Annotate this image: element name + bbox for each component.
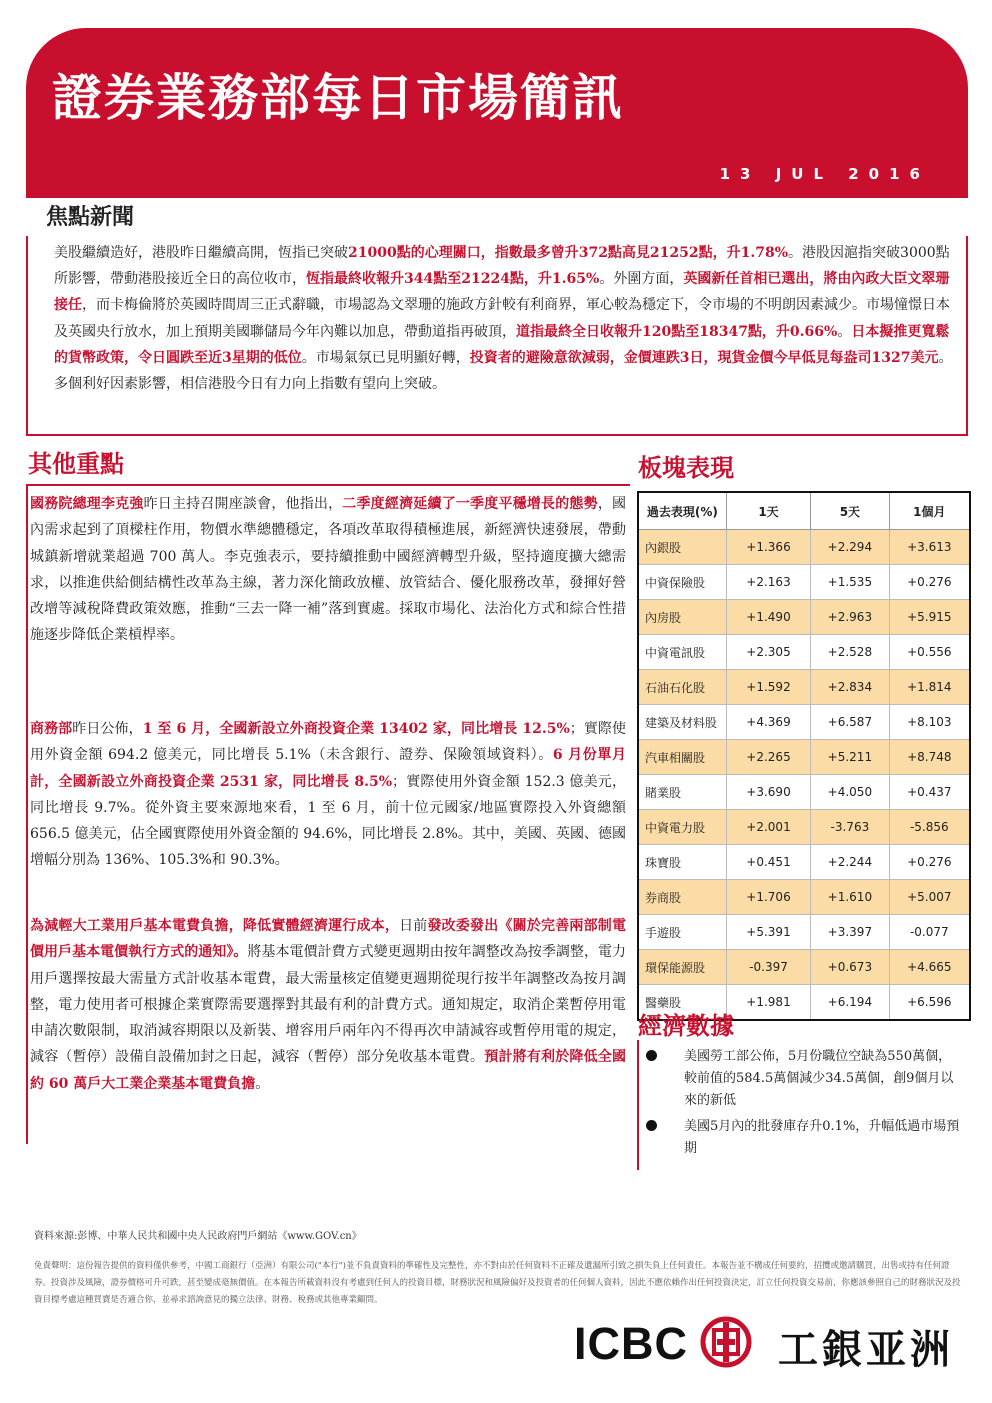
highlight-text: 1 至 6 月，全國新設立外商投資企業 13402 家，同比增長 12.5% [142,721,570,737]
sector-name-cell: 石油石化股 [638,670,726,705]
highlight-text: 投資者的避險意欲減弱，金價連跌3日，現貨金價今早低見每盎司1327美元 [469,349,939,366]
header-1d: 1天 [726,492,810,530]
table-row [638,915,970,950]
body-text: 將基本電價計費方式變更週期由按年調整改為按季調整，電力用戶選擇按最大需量方式計收基本電費，最大需量核定值變更週期從現行按半年調整改為按月調整，電力使用者可根據企業實際需要選擇對其最有利的計費方式。通知規定，取消企業暫停用電申請次數限制，取消減容期限以及新裝、增容用戶兩年內不得再次申請減容或暫停用電的規定，減容（暫停）設備自設備加封之日起，減容（暫停）部分免收基本電費。 [30,944,627,1066]
sector-name-cell: 汽車相關股 [638,740,726,775]
value-1m-cell: -0.077 [889,915,970,950]
others-side-rule [26,484,28,1144]
focus-heading: 焦點新聞 [46,205,135,230]
news-paragraph-premier [30,491,626,649]
icbc-seal-icon [700,1316,752,1368]
value-5d-cell: +4.050 [811,775,889,810]
sector-name-cell: 醫藥股 [638,985,726,1021]
disclaimer: 免責聲明：這份報告提供的資料僅供參考，中國工商銀行（亞洲）有限公司("本行")並不負責資料的準確性及完整性，亦不對由於任何資料不正確及遺漏所引致之損失負上任何責任。本報告並不構成任何要約，招攬或邀請購買，出售或持有任何證券。投資涉及風險，證券價格可升可跌，甚至變成毫無價值。在本報告所載資料沒有考慮到任何人的投資目標，財務狀況和風險偏好及投資者的任何個人資料，因此不應依賴作出任何投資決定，訂立任何投資交易前，你應該參照自己的財務狀況及投資目標考慮這種買賣是否適合你，並尋求諮詢意見的獨立法律、財務、稅務或其他專業顧問。 [34,1261,961,1305]
value-1d-cell: +5.391 [726,915,810,950]
header-1m: 1個月 [889,492,970,530]
value-5d-cell: +2.244 [811,845,889,880]
focus-paragraph [54,240,956,397]
value-1m-cell: +0.276 [889,845,970,880]
others-divider [26,484,630,486]
sector-name-cell: 賭業股 [638,775,726,810]
body-text: 。多個利好因素影響，相信港股今日有力向上指數有望向上突破。 [54,349,953,393]
economy-item: 美國5月內的批發庫存升0.1%，升幅低過市場預期 [642,1116,962,1160]
value-1m-cell: +5.915 [889,600,970,635]
body-text: 。 [837,323,852,340]
value-1d-cell: +4.369 [726,705,810,740]
value-1d-cell: +1.366 [726,530,810,565]
bullet-icon [646,1050,657,1061]
highlight-text: 為減輕大工業用戶基本電費負擔，降低實體經濟運行成本， [30,918,400,934]
value-1d-cell: +2.305 [726,635,810,670]
report-date: 13 JUL 2016 [719,165,930,183]
sector-title: 板塊表現 [638,454,734,482]
value-1m-cell: +0.556 [889,635,970,670]
value-1d-cell: +1.981 [726,985,810,1021]
table-row [638,670,970,705]
value-5d-cell: +1.535 [811,565,889,600]
table-row [638,600,970,635]
highlight-text: 日本擬推更寬鬆的貨幣政策，令日圓跌至近3星期的低位 [54,323,950,366]
sector-name-cell: 券商股 [638,880,726,915]
value-1m-cell: +8.748 [889,740,970,775]
others-title: 其他重點 [28,450,124,478]
value-5d-cell: +1.610 [811,880,889,915]
header-period: 過去表現(%) [638,492,726,530]
highlight-text: 恆指最終收報升344點至21224點，升1.65% [306,271,600,288]
value-1d-cell: +2.001 [726,810,810,845]
value-5d-cell: +5.211 [811,740,889,775]
bullet-icon [646,1120,657,1131]
icbc-logo-chinese: 工銀亚洲 [778,1327,954,1373]
value-1m-cell: +8.103 [889,705,970,740]
value-5d-cell: +2.963 [811,600,889,635]
body-text: ，國內需求起到了頂樑柱作用，物價水準總體穩定，各項改革取得積極進展，新經濟快速發展，帶動城鎮新增就業超過 700 萬人。李克強表示，要持續推動中國經濟轉型升級，堅持適度擴大總需求，以推進供給側結構性改革為主線，著力深化簡政放權、放管結合、優化服務改革，發揮好營改增等減稅降費政策效應，推動“三去一降一補”落到實處。採取市場化、法治化方式和綜合性措施逐步降低企業槓桿率。 [30,496,627,644]
value-1d-cell: +1.490 [726,600,810,635]
table-row [638,845,970,880]
body-text: 日前 [399,918,428,934]
value-1d-cell: +0.451 [726,845,810,880]
body-text: ；實際使用外資金額 152.3 億美元，同比增長 9.7%。從外資主要來源地來看，1 至 6 月，前十位元國家/地區實際投入外資總額 656.5 億美元，佔全國實際使用外資金額的 94.6%，同比增長 2.8%。其中，美國、英國、德國增幅分別為 136%、105.3%和 90.3%。 [30,773,626,869]
body-text: 。市場氣氛已見明顯好轉， [301,349,470,366]
highlight-text: 英國新任首相已選出，將由內政大臣文翠珊接任 [54,271,950,314]
sector-name-cell: 建築及材料股 [638,705,726,740]
sector-name-cell: 環保能源股 [638,950,726,985]
table-row [638,635,970,670]
body-text: 昨日主持召開座談會，他指出， [143,496,343,512]
news-paragraph-electricity [30,913,626,1097]
sector-name-cell: 珠寶股 [638,845,726,880]
body-text: 昨日公佈， [72,721,143,737]
economy-list [642,1046,962,1164]
source-note: 資料來源:彭博、中華人民共和國中央人民政府門戶網站《www.GOV.cn》 [34,1231,362,1242]
focus-tab [26,198,968,234]
value-5d-cell: +2.528 [811,635,889,670]
sector-name-cell: 內銀股 [638,530,726,565]
body-text: ；實際使用外資金額 694.2 億美元，同比增長 5.1%（未含銀行、證券、保險領域資料）。 [30,721,627,764]
body-text: 美股繼續造好，港股昨日繼續高開，恆指已突破 [54,245,348,261]
sector-header-row [638,492,970,530]
sector-name-cell: 內房股 [638,600,726,635]
economy-side-rule [637,1040,639,1170]
value-1m-cell: -5.856 [889,810,970,845]
highlight-text: 發改委發出《關於完善兩部制電價用戶基本電價執行方式的通知》。 [30,918,627,961]
body-text: 。外圍方面， [599,271,684,288]
value-1d-cell: +2.265 [726,740,810,775]
body-text: 。港股因滬指突破3000點所影響，帶動港股接近全日的高位收市， [54,245,950,288]
value-1d-cell: +3.690 [726,775,810,810]
economy-item: 美國勞工部公佈，5月份職位空缺為550萬個，較前值的584.5萬個減少34.5萬個，創9個月以來的新低 [642,1046,962,1112]
value-1m-cell: +3.613 [889,530,970,565]
table-row [638,775,970,810]
value-1d-cell: +1.706 [726,880,810,915]
value-5d-cell: +2.294 [811,530,889,565]
header-5d: 5天 [811,492,889,530]
sector-name-cell: 中資電訊股 [638,635,726,670]
sector-name-cell: 手遊股 [638,915,726,950]
highlight-text: 預計將有利於降低全國約 60 萬戶大工業企業基本電費負擔 [30,1049,627,1092]
value-5d-cell: +2.834 [811,670,889,705]
value-1m-cell: +0.276 [889,565,970,600]
icbc-logo-text: ICBC [574,1318,688,1369]
highlight-text: 商務部 [30,721,73,737]
highlight-text: 道指最終全日收報升120點至18347點，升0.66% [516,323,838,340]
highlight-text: 國務院總理李克強 [30,496,144,512]
value-1m-cell: +5.007 [889,880,970,915]
value-5d-cell: +6.194 [811,985,889,1021]
table-row [638,740,970,775]
highlight-text: 21000點的心理關口，指數最多曾升372點高見21252點，升1.78% [348,245,789,261]
value-1d-cell: +2.163 [726,565,810,600]
table-row [638,565,970,600]
value-1m-cell: +0.437 [889,775,970,810]
sector-name-cell: 中資電力股 [638,810,726,845]
table-row [638,950,970,985]
value-5d-cell: -3.763 [811,810,889,845]
value-1m-cell: +4.665 [889,950,970,985]
value-1d-cell: -0.397 [726,950,810,985]
news-paragraph-commerce [30,716,626,874]
value-5d-cell: +6.587 [811,705,889,740]
value-1m-cell: +1.814 [889,670,970,705]
table-row [638,530,970,565]
table-row [638,810,970,845]
value-1m-cell: +6.596 [889,985,970,1021]
body-text: 。 [255,1075,270,1092]
page-title: 證券業務部每日市場簡訊 [52,69,624,127]
highlight-text: 6 月份單月計，全國新設立外商投資企業 2531 家，同比增長 8.5% [30,747,626,790]
highlight-text: 二季度經濟延續了一季度平穩增長的態勢 [342,496,598,512]
table-row [638,705,970,740]
sector-name-cell: 中資保險股 [638,565,726,600]
value-5d-cell: +0.673 [811,950,889,985]
economy-title: 經濟數據 [638,1012,734,1040]
value-1d-cell: +1.592 [726,670,810,705]
value-5d-cell: +3.397 [811,915,889,950]
body-text: ，而卡梅倫將於英國時間周三正式辭職，市場認為文翠珊的施政方針較有利商界，軍心較為穩定下，令市場的不明朗因素減少。市場憧憬日本及英國央行放水，加上預期美國聯儲局今年內難以加息，帶動道指再破頂， [54,297,950,340]
table-row [638,880,970,915]
sector-table [637,491,971,1021]
